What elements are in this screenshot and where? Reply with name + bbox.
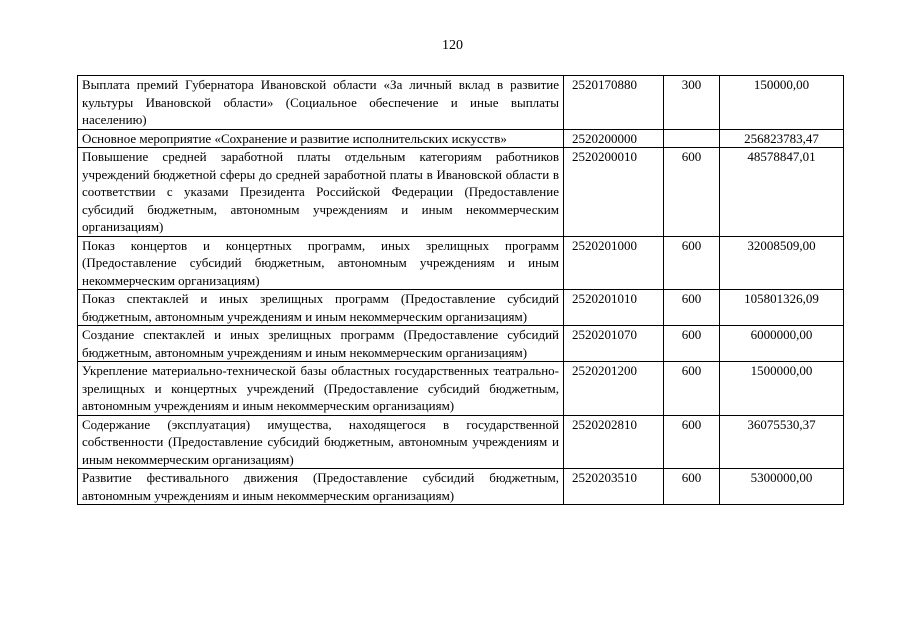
row-code: 2520203510 xyxy=(564,469,664,505)
row-sum: 32008509,00 xyxy=(720,236,844,290)
row-code: 2520201000 xyxy=(564,236,664,290)
row-sum: 150000,00 xyxy=(720,76,844,130)
row-name: Содержание (эксплуатация) имущества, находящегося в государственной собственности (Предоставление субсидий бюджетным, автономным учреждениям и иным некоммерческим организациям) xyxy=(78,415,564,469)
table-row xyxy=(78,148,844,237)
table-row xyxy=(78,469,844,505)
table-row xyxy=(78,362,844,416)
row-type: 300 xyxy=(664,76,720,130)
row-sum: 6000000,00 xyxy=(720,326,844,362)
row-name: Укрепление материально-технической базы областных государственных театрально-зрелищных и концертных учреждений (Предоставление субсидий бюджетным, автономным учреждениям и иным некоммерческим организациям) xyxy=(78,362,564,416)
row-sum: 36075530,37 xyxy=(720,415,844,469)
table-row xyxy=(78,76,844,130)
row-sum: 1500000,00 xyxy=(720,362,844,416)
row-code: 2520200000 xyxy=(564,129,664,148)
row-name: Развитие фестивального движения (Предоставление субсидий бюджетным, автономным учреждениям и иным некоммерческим организациям) xyxy=(78,469,564,505)
row-type: 600 xyxy=(664,236,720,290)
row-name: Создание спектаклей и иных зрелищных программ (Предоставление субсидий бюджетным, автономным учреждениям и иным некоммерческим организациям) xyxy=(78,326,564,362)
row-name: Показ спектаклей и иных зрелищных программ (Предоставление субсидий бюджетным, автономным учреждениям и иным некоммерческим организациям) xyxy=(78,290,564,326)
row-code: 2520201010 xyxy=(564,290,664,326)
row-type: 600 xyxy=(664,469,720,505)
row-type: 600 xyxy=(664,326,720,362)
row-sum: 48578847,01 xyxy=(720,148,844,237)
row-sum: 105801326,09 xyxy=(720,290,844,326)
budget-table xyxy=(77,75,844,505)
row-code: 2520202810 xyxy=(564,415,664,469)
row-type: 600 xyxy=(664,290,720,326)
row-type xyxy=(664,129,720,148)
row-type: 600 xyxy=(664,415,720,469)
row-name: Выплата премий Губернатора Ивановской области «За личный вклад в развитие культуры Ивановской области» (Социальное обеспечение и иные выплаты населению) xyxy=(78,76,564,130)
row-type: 600 xyxy=(664,148,720,237)
table-row xyxy=(78,415,844,469)
row-name: Повышение средней заработной платы отдельным категориям работников учреждений бюджетной сферы до средней заработной платы в Ивановской области в соответствии с указами Президента Российской Федерации (Предоставление субсидий бюджетным, автономным учреждениям и иным некоммерческим организациям) xyxy=(78,148,564,237)
row-code: 2520201070 xyxy=(564,326,664,362)
table-row xyxy=(78,129,844,148)
row-name: Основное мероприятие «Сохранение и развитие исполнительских искусств» xyxy=(78,129,564,148)
row-sum: 5300000,00 xyxy=(720,469,844,505)
row-code: 2520200010 xyxy=(564,148,664,237)
row-sum: 256823783,47 xyxy=(720,129,844,148)
table-row xyxy=(78,326,844,362)
row-type: 600 xyxy=(664,362,720,416)
row-code: 2520201200 xyxy=(564,362,664,416)
row-name: Показ концертов и концертных программ, иных зрелищных программ (Предоставление субсидий бюджетным, автономным учреждениям и иным некоммерческим организациям) xyxy=(78,236,564,290)
table-row xyxy=(78,290,844,326)
page-number: 120 xyxy=(442,38,463,53)
table-row xyxy=(78,236,844,290)
row-code: 2520170880 xyxy=(564,76,664,130)
